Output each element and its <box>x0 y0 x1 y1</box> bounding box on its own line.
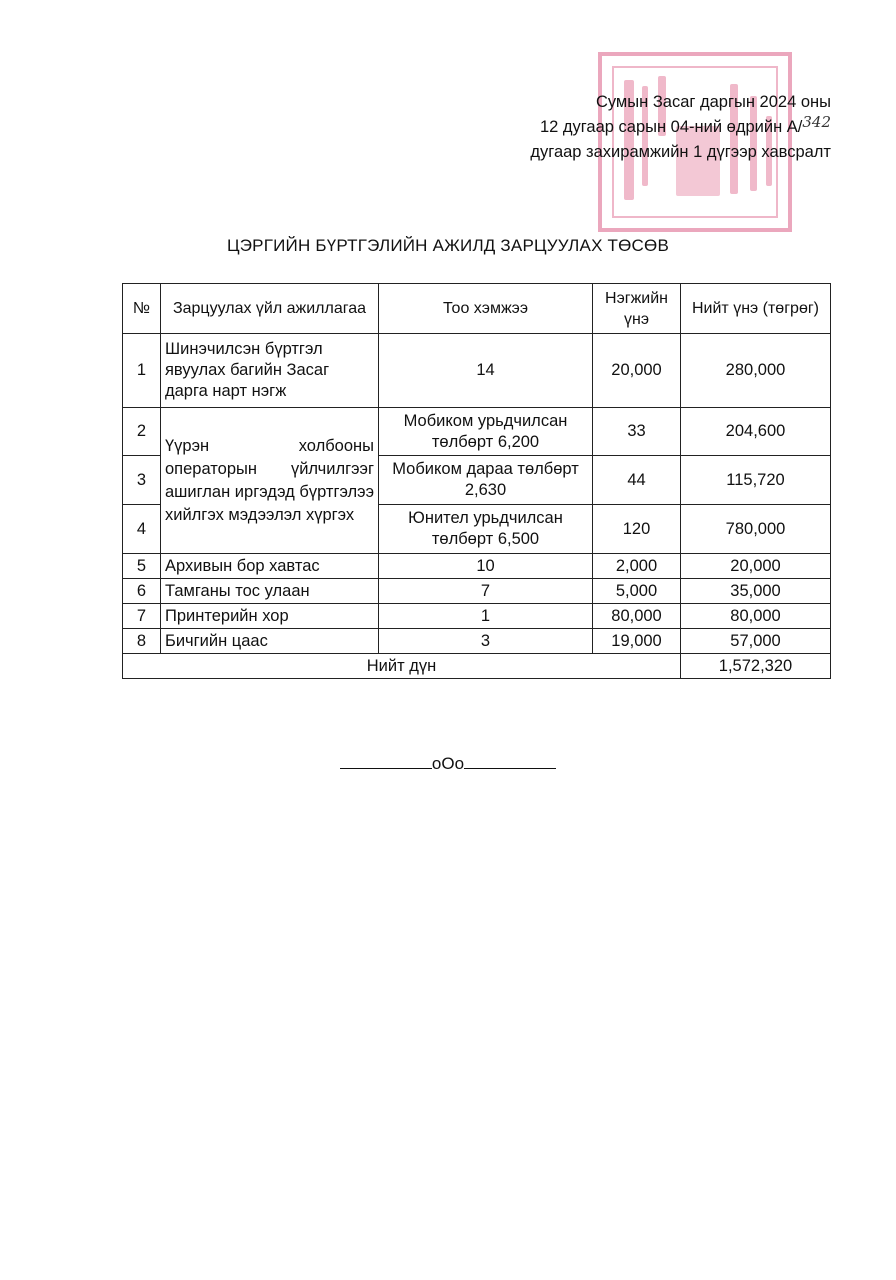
row-quantity: 10 <box>379 554 593 579</box>
table-row <box>123 408 831 456</box>
row-no: 8 <box>123 629 161 654</box>
row-activity: Тамганы тос улаан <box>161 579 379 604</box>
row-total: 80,000 <box>681 604 831 629</box>
total-label: Нийт дүн <box>123 654 681 679</box>
row-no: 1 <box>123 334 161 408</box>
header-line-2 <box>530 115 831 140</box>
row-no: 6 <box>123 579 161 604</box>
row-no: 7 <box>123 604 161 629</box>
table-row <box>123 579 831 604</box>
row-unit-price: 20,000 <box>593 334 681 408</box>
header-total-price: Нийт үнэ (төгрөг) <box>681 284 831 334</box>
header-unit-price: Нэгжийн үнэ <box>593 284 681 334</box>
row-total: 57,000 <box>681 629 831 654</box>
document-header <box>530 90 831 165</box>
budget-table <box>122 283 831 679</box>
row-activity: Бичгийн цаас <box>161 629 379 654</box>
header-activity: Зарцуулах үйл ажиллагаа <box>161 284 379 334</box>
handwritten-order-number: 342 <box>802 113 831 131</box>
total-row <box>123 654 831 679</box>
end-mark <box>0 752 896 774</box>
header-quantity: Тоо хэмжээ <box>379 284 593 334</box>
row-unit-price: 5,000 <box>593 579 681 604</box>
table-row <box>123 554 831 579</box>
row-unit-price: 2,000 <box>593 554 681 579</box>
row-total: 780,000 <box>681 505 831 554</box>
header-line-3: дугаар захирамжийн 1 дүгээр хавсралт <box>530 143 831 161</box>
row-total: 115,720 <box>681 456 831 505</box>
header-line-2-prefix: 12 дугаар сарын 04-ний өдрийн А/ <box>539 118 803 136</box>
end-mark-left-line <box>340 752 432 769</box>
table-row <box>123 604 831 629</box>
row-unit-price: 80,000 <box>593 604 681 629</box>
row-activity: Принтерийн хор <box>161 604 379 629</box>
row-quantity: Мобиком урьдчилсан төлбөрт 6,200 <box>379 408 593 456</box>
row-activity: Архивын бор хавтас <box>161 554 379 579</box>
row-total: 20,000 <box>681 554 831 579</box>
table-row <box>123 629 831 654</box>
row-quantity: 3 <box>379 629 593 654</box>
row-total: 35,000 <box>681 579 831 604</box>
row-quantity: Юнител урьдчилсан төлбөрт 6,500 <box>379 505 593 554</box>
row-quantity: 14 <box>379 334 593 408</box>
table-header-row <box>123 284 831 334</box>
row-no: 5 <box>123 554 161 579</box>
document-title: ЦЭРГИЙН БҮРТГЭЛИЙН АЖИЛД ЗАРЦУУЛАХ ТӨСӨВ <box>226 236 669 255</box>
table-row <box>123 334 831 408</box>
row-no: 2 <box>123 408 161 456</box>
row-quantity: 1 <box>379 604 593 629</box>
row-no: 3 <box>123 456 161 505</box>
total-value: 1,572,320 <box>681 654 831 679</box>
row-unit-price: 19,000 <box>593 629 681 654</box>
merged-activity-cell: Үүрэн холбооны операторын үйлчилгээг ашиглан иргэдэд бүртгэлээ хийлгэх мэдээлэл хүргэх <box>161 408 379 554</box>
header-no: № <box>123 284 161 334</box>
row-quantity: 7 <box>379 579 593 604</box>
header-line-1: Сумын Засаг даргын 2024 оны <box>595 93 831 111</box>
row-total: 280,000 <box>681 334 831 408</box>
row-activity: Шинэчилсэн бүртгэл явуулах багийн Засаг дарга нарт нэгж <box>161 334 379 408</box>
row-quantity: Мобиком дараа төлбөрт 2,630 <box>379 456 593 505</box>
row-no: 4 <box>123 505 161 554</box>
row-unit-price: 33 <box>593 408 681 456</box>
end-mark-text: оОо <box>431 754 465 773</box>
row-total: 204,600 <box>681 408 831 456</box>
end-mark-right-line <box>464 752 556 769</box>
row-unit-price: 120 <box>593 505 681 554</box>
row-unit-price: 44 <box>593 456 681 505</box>
